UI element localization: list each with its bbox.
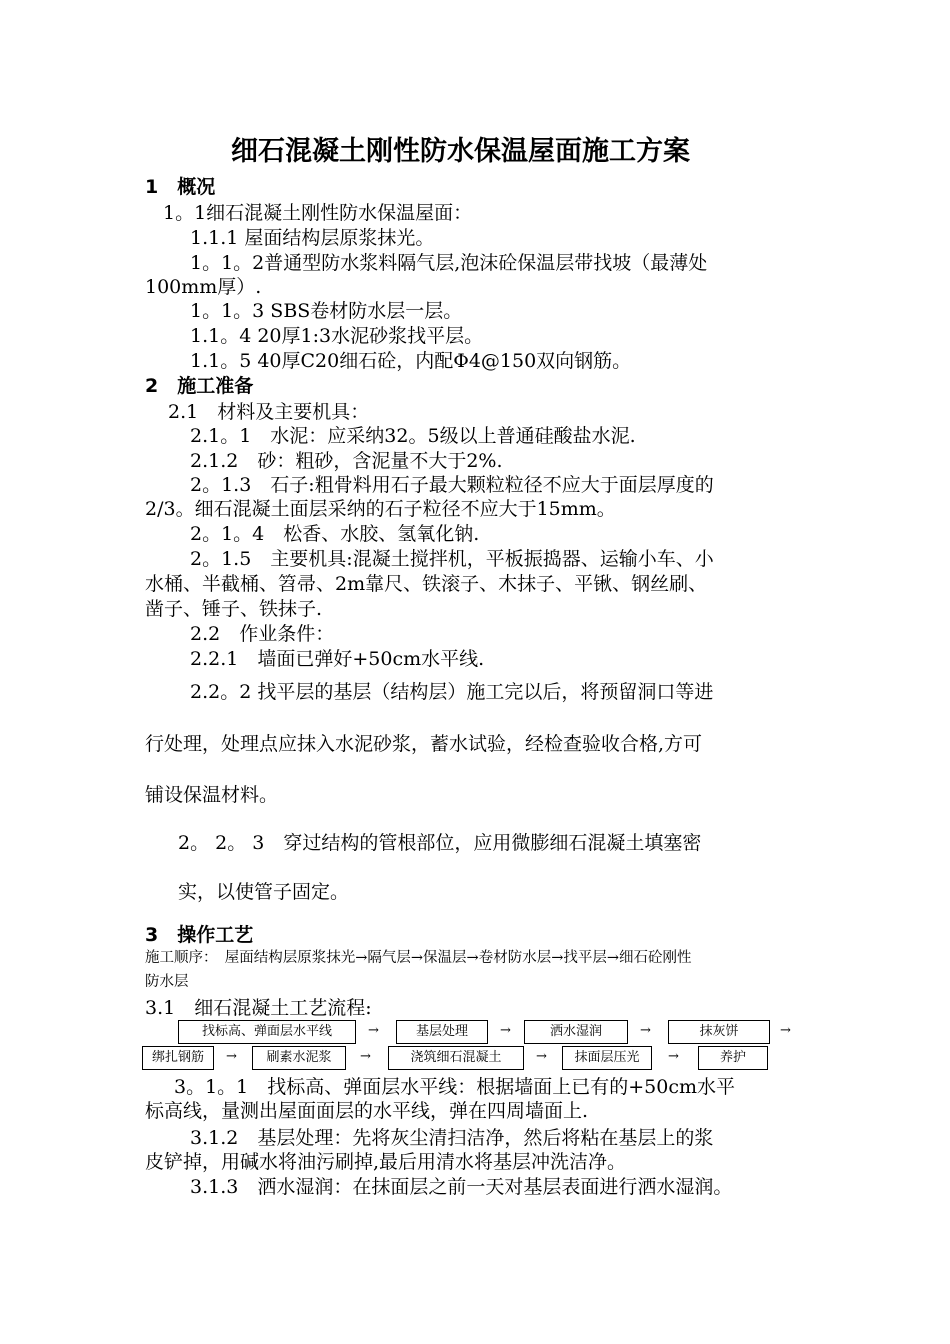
flow-box-base-treatment: 基层处理 xyxy=(396,1020,488,1044)
s3-line-2a: 3.1.2 基层处理：先将灰尘清扫洁净，然后将粘在基层上的浆 xyxy=(190,1127,714,1149)
flow-box-rebar: 绑扎钢筋 xyxy=(142,1046,214,1070)
s2-line-1: 2.1 材料及主要机具： xyxy=(168,401,370,423)
flow-box-leveling: 找标高、弹面层水平线 xyxy=(178,1020,356,1044)
s2-line-9c: 铺设保温材料。 xyxy=(145,784,279,806)
construction-order-b: 防水层 xyxy=(145,974,189,990)
flow-arrow: → xyxy=(360,1049,371,1064)
construction-order-a: 施工顺序： 屋面结构层原浆抹光→隔气层→保温层→卷材防水层→找平层→细石砼刚性 xyxy=(145,950,692,966)
s3-line-2b: 皮铲掉，用碱水将油污刷掉,最后用清水将基层冲洗洁净。 xyxy=(145,1151,627,1173)
flow-box-wetting: 洒水湿润 xyxy=(524,1020,628,1044)
s1-line-4: 1。1。3 SBS卷材防水层一层。 xyxy=(190,300,463,322)
flow-box-curing: 养护 xyxy=(698,1046,768,1070)
flow-arrow: → xyxy=(640,1023,651,1038)
s2-line-6c: 凿子、锤子、铁抹子. xyxy=(145,598,323,620)
s2-line-5: 2。1。4 松香、水胶、氢氧化钠. xyxy=(190,523,480,545)
s3-line-3: 3.1.3 洒水湿润：在抹面层之前一天对基层表面进行洒水湿润。 xyxy=(190,1176,733,1198)
s1-line-1: 1。1细石混凝土刚性防水保温屋面： xyxy=(163,202,473,224)
section-3-heading: 3 操作工艺 xyxy=(145,924,254,946)
flow-box-plaster-cake: 抹灰饼 xyxy=(668,1020,770,1044)
s2-line-8: 2.2.1 墙面已弹好+50cm水平线. xyxy=(190,648,485,670)
s2-line-6a: 2。1.5 主要机具:混凝土搅拌机，平板振捣器、运输小车、小 xyxy=(190,548,714,570)
page-title: 细石混凝土刚性防水保温屋面施工方案 xyxy=(231,136,690,167)
flow-box-pour-concrete: 浇筑细石混凝土 xyxy=(388,1046,524,1070)
flow-arrow: → xyxy=(500,1023,511,1038)
s2-line-4a: 2。1.3 石子:粗骨料用石子最大颗粒粒径不应大于面层厚度的 xyxy=(190,474,714,496)
s2-line-10b: 实，以使管子固定。 xyxy=(178,881,350,903)
flow-arrow: → xyxy=(536,1049,547,1064)
flow-arrow: → xyxy=(780,1023,791,1038)
section-2-heading: 2 施工准备 xyxy=(145,375,254,397)
s1-line-6: 1.1。5 40厚C20细石砼，内配Φ4@150双向钢筋。 xyxy=(190,350,632,372)
s1-line-5: 1.1。4 20厚1:3水泥砂浆找平层。 xyxy=(190,325,484,347)
s2-line-6b: 水桶、半截桶、笤帚、2m靠尺、铁滚子、木抹子、平锹、钢丝刷、 xyxy=(145,573,708,595)
s3-line-1b: 标高线，量测出屋面面层的水平线，弹在四周墙面上. xyxy=(145,1100,589,1122)
flow-arrow: → xyxy=(226,1049,237,1064)
flow-box-cement-slurry: 刷素水泥浆 xyxy=(252,1046,346,1070)
s2-line-7: 2.2 作业条件： xyxy=(190,623,335,645)
s2-line-3: 2.1.2 砂：粗砂，含泥量不大于2%. xyxy=(190,450,503,472)
s3-line-1a: 3。1。1 找标高、弹面层水平线：根据墙面上已有的+50cm水平 xyxy=(174,1076,736,1098)
s1-line-3a: 1。1。2普通型防水浆料隔气层,泡沫砼保温层带找坡（最薄处 xyxy=(190,252,708,274)
s2-line-9a: 2.2。2 找平层的基层（结构层）施工完以后，将预留洞口等进 xyxy=(190,681,714,703)
flow-box-trowel-finish: 抹面层压光 xyxy=(562,1046,652,1070)
section-1-heading: 1 概况 xyxy=(145,176,216,198)
s2-line-10a: 2。 2。 3 穿过结构的管根部位，应用微膨细石混凝土填塞密 xyxy=(178,832,702,854)
s1-line-3b: 100mm厚）. xyxy=(145,276,262,298)
flow-arrow: → xyxy=(668,1049,679,1064)
s1-line-2: 1.1.1 屋面结构层原浆抹光。 xyxy=(190,227,435,249)
s2-line-4b: 2/3。细石混凝土面层采纳的石子粒径不应大于15mm。 xyxy=(145,498,616,520)
s2-line-9b: 行处理，处理点应抹入水泥砂浆，蓄水试验，经检查验收合格,方可 xyxy=(145,733,703,755)
s2-line-2: 2.1。1 水泥：应采纳32。5级以上普通硅酸盐水泥. xyxy=(190,425,636,447)
flow-title: 3.1 细石混凝土工艺流程: xyxy=(145,997,372,1019)
flow-arrow: → xyxy=(368,1023,379,1038)
